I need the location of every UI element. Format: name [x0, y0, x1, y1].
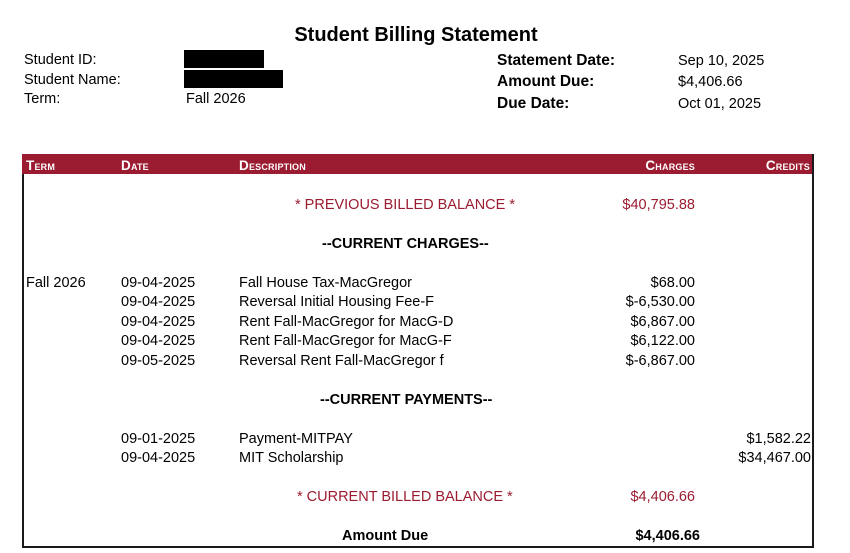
- student-name-redaction: [184, 70, 283, 88]
- charge-amount: $-6,530.00: [625, 294, 695, 310]
- charge-date: 09-04-2025: [121, 294, 196, 310]
- previous-balance-value: $40,795.88: [622, 197, 695, 213]
- term-label: Term:: [24, 91, 61, 107]
- amount-due-label: Amount Due:: [497, 73, 595, 90]
- due-date-value: Oct 01, 2025: [678, 96, 762, 112]
- charge-description: Reversal Initial Housing Fee-F: [239, 294, 435, 310]
- statement-title: Student Billing Statement: [294, 24, 538, 46]
- current-balance-label: * CURRENT BILLED BALANCE *: [297, 489, 513, 505]
- charge-date: 09-04-2025: [121, 275, 196, 291]
- current-payments-heading: --CURRENT PAYMENTS--: [320, 392, 493, 408]
- statement-date-label: Statement Date:: [497, 52, 615, 69]
- student-id-redaction: [184, 50, 264, 68]
- charge-description: Rent Fall-MacGregor for MacG-F: [239, 333, 452, 349]
- current-balance-value: $4,406.66: [630, 489, 695, 505]
- col-header-term: Term: [26, 158, 56, 173]
- previous-balance-label: * PREVIOUS BILLED BALANCE *: [295, 197, 515, 213]
- payment-amount: $34,467.00: [738, 450, 811, 466]
- payment-date: 09-04-2025: [121, 450, 196, 466]
- charge-amount: $6,867.00: [630, 314, 695, 330]
- footer-amount-due-label: Amount Due: [342, 528, 429, 544]
- charge-date: 09-04-2025: [121, 333, 196, 349]
- charge-description: Rent Fall-MacGregor for MacG-D: [239, 314, 454, 330]
- col-header-description: Description: [239, 158, 306, 173]
- charge-date: 09-04-2025: [121, 314, 196, 330]
- payment-amount: $1,582.22: [746, 431, 811, 447]
- student-name-label: Student Name:: [24, 72, 121, 88]
- statement-date-value: Sep 10, 2025: [678, 53, 765, 69]
- payment-description: Payment-MITPAY: [239, 431, 353, 447]
- charge-amount: $68.00: [650, 275, 695, 291]
- charge-description: Fall House Tax-MacGregor: [239, 275, 412, 291]
- student-id-label: Student ID:: [24, 52, 97, 68]
- charge-amount: $-6,867.00: [625, 353, 695, 369]
- footer-amount-due-value: $4,406.66: [635, 528, 700, 544]
- charge-amount: $6,122.00: [630, 333, 695, 349]
- charges-term: Fall 2026: [26, 275, 86, 291]
- payment-description: MIT Scholarship: [239, 450, 344, 466]
- charge-description: Reversal Rent Fall-MacGregor f: [239, 353, 444, 369]
- payment-date: 09-01-2025: [121, 431, 196, 447]
- col-header-date: Date: [121, 158, 149, 173]
- current-charges-heading: --CURRENT CHARGES--: [322, 236, 489, 252]
- due-date-label: Due Date:: [497, 95, 570, 112]
- col-header-charges: Charges: [645, 158, 695, 173]
- charge-date: 09-05-2025: [121, 353, 196, 369]
- amount-due-value: $4,406.66: [678, 74, 743, 90]
- col-header-credits: Credits: [765, 158, 810, 173]
- term-value: Fall 2026: [186, 91, 246, 107]
